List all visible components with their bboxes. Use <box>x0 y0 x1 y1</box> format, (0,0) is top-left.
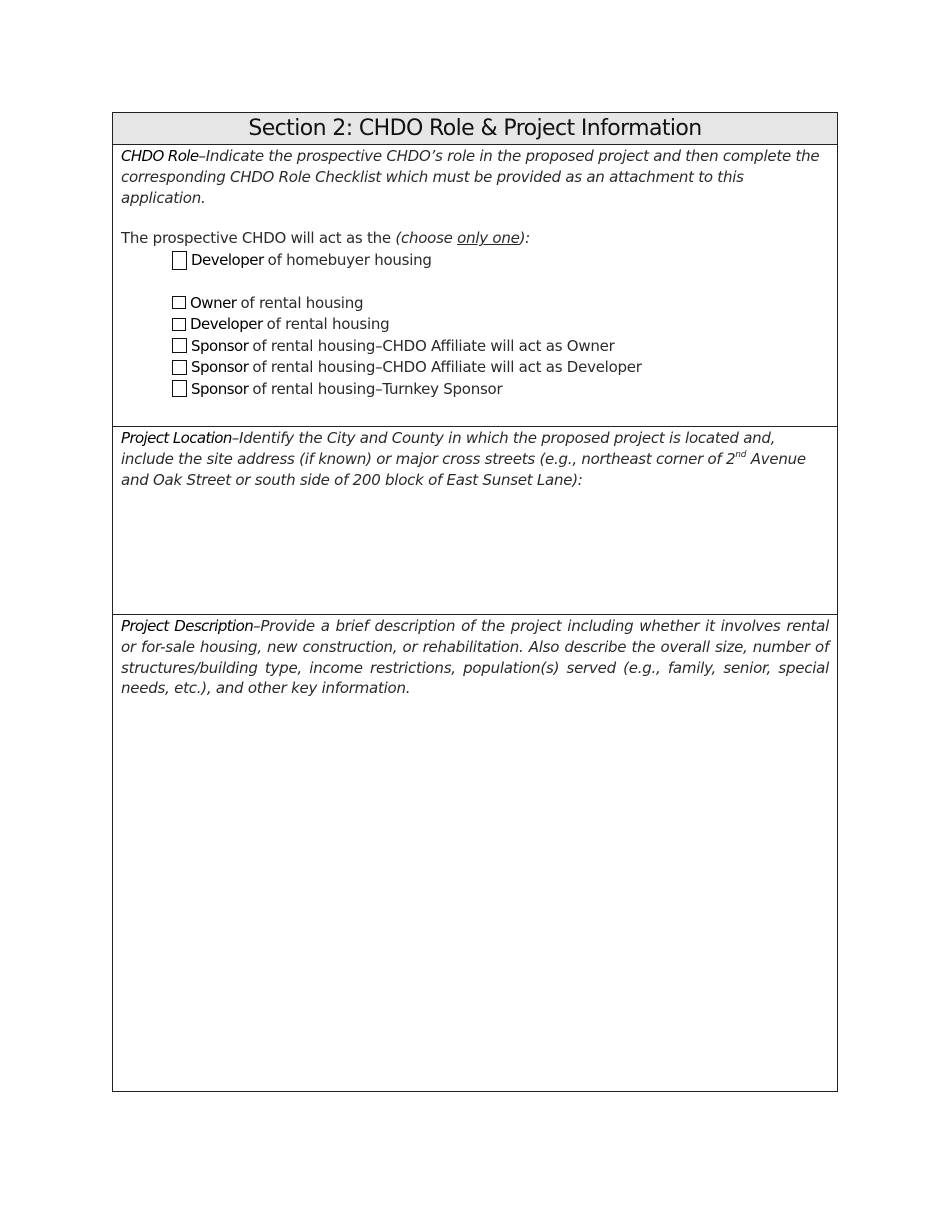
role-option-description: of rental housing <box>266 315 390 334</box>
project-location-text-b: Avenue and Oak Street or south side of 200 block of East Sunset Lane): <box>121 449 806 489</box>
role-option-description: of rental housing–Turnkey Sponsor <box>252 379 503 398</box>
role-option-sponsor-turnkey[interactable] <box>172 378 829 400</box>
role-option-keyword: Developer <box>191 251 264 270</box>
project-location-text-a: Identify the City and County in which the proposed project is located and, include the site address (if known) or major cross streets (e.g., northeast corner of 2 <box>121 429 776 468</box>
role-option-keyword: Sponsor <box>191 336 249 355</box>
checkbox-sponsor-affiliate-developer[interactable] <box>172 360 187 375</box>
choose-one-prompt <box>121 228 829 249</box>
role-option-keyword: Owner <box>190 293 237 312</box>
chdo-role-instruction-text: Indicate the prospective CHDO’s role in the proposed project and then complete the corresponding CHDO Role Checklist which must be provided as an attachment to this application. <box>121 147 820 207</box>
chdo-role-label: CHDO Role <box>121 147 199 165</box>
role-option-sponsor-affiliate-developer[interactable] <box>172 356 829 378</box>
project-description-label: Project Description <box>121 617 254 635</box>
role-option-developer-homebuyer[interactable] <box>172 249 829 271</box>
checkbox-sponsor-affiliate-owner[interactable] <box>172 338 187 353</box>
project-description-text: Provide a brief description of the project including whether it involves rental or for-sale housing, new construction, or rehabilitation. Also describe the overall size, number of structures/building type, income restrictions, population(s) served (e.g., family, senior, special needs, etc.), and other key information. <box>121 617 829 698</box>
section-title: Section 2: CHDO Role & Project Information <box>248 116 702 141</box>
role-option-sponsor-affiliate-owner[interactable] <box>172 335 829 357</box>
chdo-role-project-form <box>112 112 838 1092</box>
role-option-description: of homebuyer housing <box>267 251 432 270</box>
project-location-label: Project Location <box>121 429 232 447</box>
chdo-role-cell <box>113 145 837 427</box>
section-header <box>113 113 837 145</box>
chdo-role-dash: – <box>198 147 206 165</box>
checkbox-developer-homebuyer[interactable] <box>172 251 187 270</box>
project-description-dash: – <box>253 617 261 635</box>
project-location-dash: – <box>231 429 240 447</box>
role-option-keyword: Developer <box>190 315 263 334</box>
choose-prefix: The prospective CHDO will act as the <box>121 229 396 248</box>
role-option-developer-rental[interactable] <box>172 313 829 335</box>
choose-open: (choose <box>395 229 458 248</box>
role-option-keyword: Sponsor <box>191 358 249 377</box>
role-option-description: of rental housing–CHDO Affiliate will act as Owner <box>252 336 615 355</box>
choose-only-one: only one <box>457 229 520 248</box>
checkbox-sponsor-turnkey[interactable] <box>172 380 187 397</box>
choose-close: ): <box>519 229 530 248</box>
role-option-keyword: Sponsor <box>191 379 249 398</box>
project-location-cell[interactable] <box>113 427 837 615</box>
role-option-description: of rental housing <box>240 293 364 312</box>
ordinal-superscript: nd <box>735 449 747 460</box>
role-option-owner-rental[interactable] <box>172 292 829 314</box>
project-description-cell[interactable] <box>113 615 837 1091</box>
role-option-description: of rental housing–CHDO Affiliate will act as Developer <box>252 358 642 377</box>
project-description-instructions <box>121 615 829 699</box>
chdo-role-instructions <box>121 145 829 208</box>
project-location-instructions <box>121 427 829 490</box>
checkbox-owner-rental[interactable] <box>172 296 186 309</box>
checkbox-developer-rental[interactable] <box>172 318 186 331</box>
